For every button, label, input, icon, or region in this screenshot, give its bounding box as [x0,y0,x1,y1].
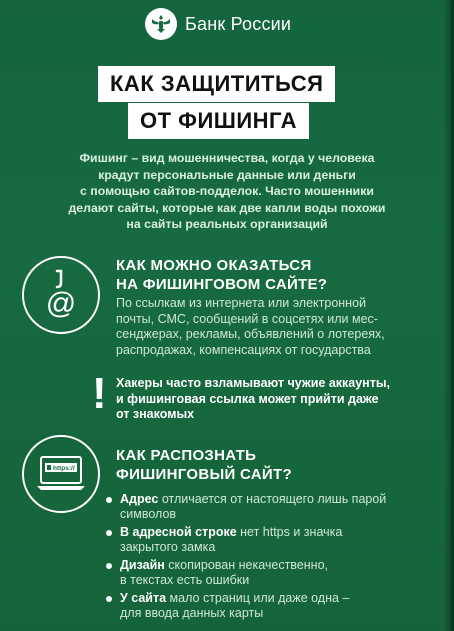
warning-line: от знакомых [116,407,195,421]
section-heading-line: КАК МОЖНО ОКАЗАТЬСЯ [116,257,312,274]
brand-name: Банк России [185,13,292,34]
warning-line: Хакеры часто взламывают чужие аккаунты, [116,376,391,390]
svg-text:@: @ [45,287,77,320]
intro-line: делают сайты, которые как две капли воды похожи [68,200,386,215]
list-item [106,558,416,588]
bullet-bold: Адрес [120,492,159,506]
warning-text [116,376,416,423]
laptop-browser-icon [22,435,100,513]
bullet-text: в текстах есть ошибки [120,573,250,587]
email-hook-icon [22,256,100,334]
section-heading-line: ФИШИНГОВЫЙ САЙТ? [116,466,292,483]
intro-paragraph [40,150,414,233]
bullet-text: для ввода данных карты [120,606,264,620]
bullet-text: отличается от настоящего лишь парой [158,492,387,506]
recognition-list [106,492,416,624]
body-line: почты, СМС, сообщений в соцсетях или мес- [116,311,378,326]
bullet-dot [106,497,112,503]
intro-line: с помощью сайтов-подделок. Часто мошенники [80,184,374,198]
bullet-text: скопирован некачественно, [164,558,328,572]
body-line: сенджерах, рекламы, объявлений о лотереях, [116,327,385,341]
url-field-text: https:// [53,465,75,472]
page-title-line-1: КАК ЗАЩИТИТЬСЯ [98,66,335,102]
list-item [106,492,416,522]
scan-shadow-edge [443,0,451,631]
warning-line: и фишинговая ссылка может прийти даже [116,391,379,406]
bullet-bold: Дизайн [120,558,165,572]
bank-logo [145,8,291,40]
bullet-dot [106,563,112,569]
bullet-text: символов [120,507,177,521]
list-item [106,525,416,555]
section-heading-recognize [116,446,292,484]
intro-line: на сайты реальных организаций [126,217,328,231]
bullet-bold: У сайта [120,591,167,605]
page-title-line-2: ОТ ФИШИНГА [128,103,309,139]
section-body-how [116,296,416,358]
bullet-text: закрытого замка [120,540,216,554]
bullet-text: нет https и значка [236,525,343,539]
intro-line: крадут персональные данные или деньги [98,167,356,182]
bullet-dot [106,530,112,536]
section-heading-line: КАК РАСПОЗНАТЬ [116,447,257,464]
bullet-text: мало страниц или даже одна – [166,591,350,605]
intro-line: Фишинг – вид мошенничества, когда у человека [79,151,375,165]
bullet-dot [106,596,112,602]
section-heading-how [116,256,327,294]
body-line: распродажах, компенсациях от государства [116,342,371,357]
section-heading-line: НА ФИШИНГОВОМ САЙТЕ? [116,276,328,293]
eagle-emblem-icon [145,8,177,40]
body-line: По ссылкам из интернета или электронной [116,296,367,310]
exclamation-icon: ! [92,369,107,418]
list-item [106,591,416,621]
bullet-bold: В адресной строке [120,525,237,539]
